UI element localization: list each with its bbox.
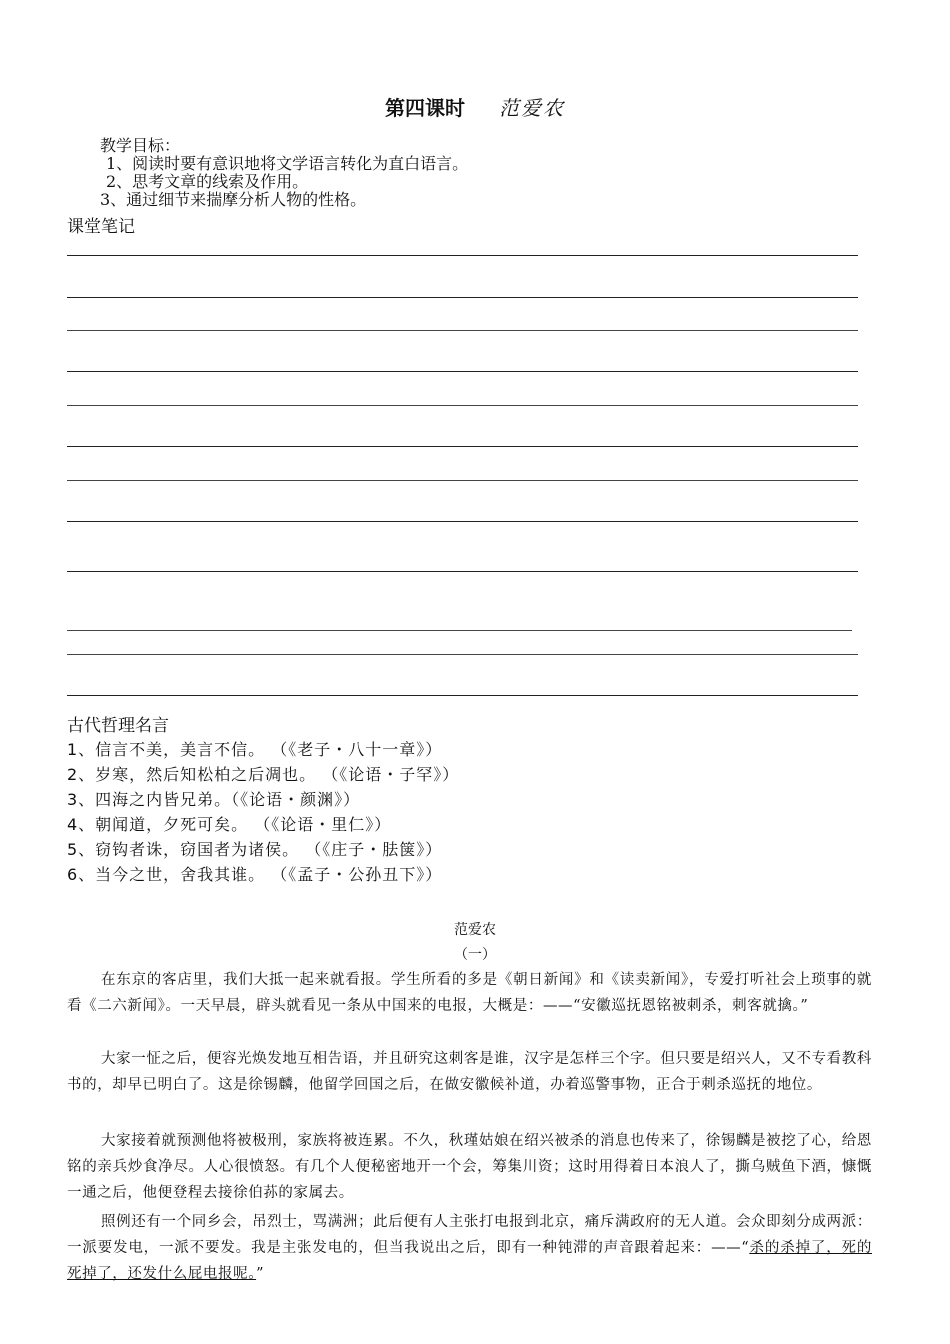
saying-item: 4、朝闻道，夕死可矣。 （《论语・里仁》）	[67, 815, 392, 834]
note-line	[67, 654, 858, 655]
objective-item: 1、阅读时要有意识地将文学语言转化为直白语言。	[106, 154, 469, 173]
saying-item: 5、窃钩者诛，窃国者为诸侯。 （《庄子・胠箧》）	[67, 840, 443, 859]
class-notes-label: 课堂笔记	[67, 217, 135, 237]
article-paragraph: 大家一怔之后，便容光焕发地互相告语，并且研究这刺客是谁，汉字是怎样三个字。但只要是绍兴人，又不专看教科书的，却早已明白了。这是徐锡麟，他留学回国之后，在做安徽候补道，办着巡警事物，正合于刺杀巡抚的地位。	[67, 1051, 872, 1093]
note-line	[67, 297, 858, 298]
note-line	[67, 330, 858, 331]
closing-quote: ”	[256, 1266, 265, 1282]
objective-item: 3、通过细节来揣摩分析人物的性格。	[100, 190, 367, 209]
note-line	[67, 630, 852, 631]
article-paragraph	[67, 1209, 872, 1287]
objectives-heading: 教学目标：	[100, 136, 181, 155]
lesson-number: 第四课时	[385, 96, 465, 120]
saying-item: 6、当今之世，舍我其谁。 （《孟子・公孙丑下》）	[67, 865, 443, 884]
note-line	[67, 571, 858, 572]
objective-item: 2、思考文章的线索及作用。	[106, 172, 309, 191]
article-title: 范爱农	[454, 922, 496, 938]
saying-item: 1、信言不美，美言不信。 （《老子・八十一章》）	[67, 740, 443, 759]
article-paragraph: 在东京的客店里，我们大抵一起来就看报。学生所看的多是《朝日新闻》和《读卖新闻》，专爱打听社会上琐事的就看《二六新闻》。一天早晨，辟头就看见一条从中国来的电报，大概是：——“安徽巡抚恩铭被刺杀，刺客就擒。”	[67, 972, 872, 1014]
paragraph-text: 照例还有一个同乡会，吊烈士，骂满洲；此后便有人主张打电报到北京，痛斥满政府的无人道。会众即刻分成两派：一派要发电，一派不要发。我是主张发电的，但当我说出之后，即有一种钝滞的声音跟着起来：——“	[67, 1214, 872, 1256]
article-section: （一）	[454, 947, 496, 963]
lesson-subject: 范爱农	[499, 96, 565, 120]
note-line	[67, 446, 858, 447]
note-line	[67, 480, 858, 481]
note-line	[67, 405, 858, 406]
note-line	[67, 695, 858, 696]
note-line	[67, 371, 858, 372]
saying-item: 3、四海之内皆兄弟。（《论语・颜渊》）	[67, 790, 361, 809]
article-paragraph: 大家接着就预测他将被极刑，家族将被连累。不久，秋瑾姑娘在绍兴被杀的消息也传来了，徐锡麟是被挖了心，给恩铭的亲兵炒食净尽。人心很愤怒。有几个人便秘密地开一个会，筹集川资；这时用得着日本浪人了，撕乌贼鱼下酒，慷慨一通之后，他便登程去接徐伯荪的家属去。	[67, 1133, 872, 1201]
lesson-title	[0, 92, 950, 121]
note-line	[67, 255, 858, 256]
note-line	[67, 521, 858, 522]
sayings-title: 古代哲理名言	[67, 716, 169, 736]
underlined-quote: 杀的杀掉了，死的死掉了，还发什么屁电报呢。	[67, 1240, 872, 1282]
saying-item: 2、岁寒，然后知松柏之后凋也。 （《论语・子罕》）	[67, 765, 460, 784]
